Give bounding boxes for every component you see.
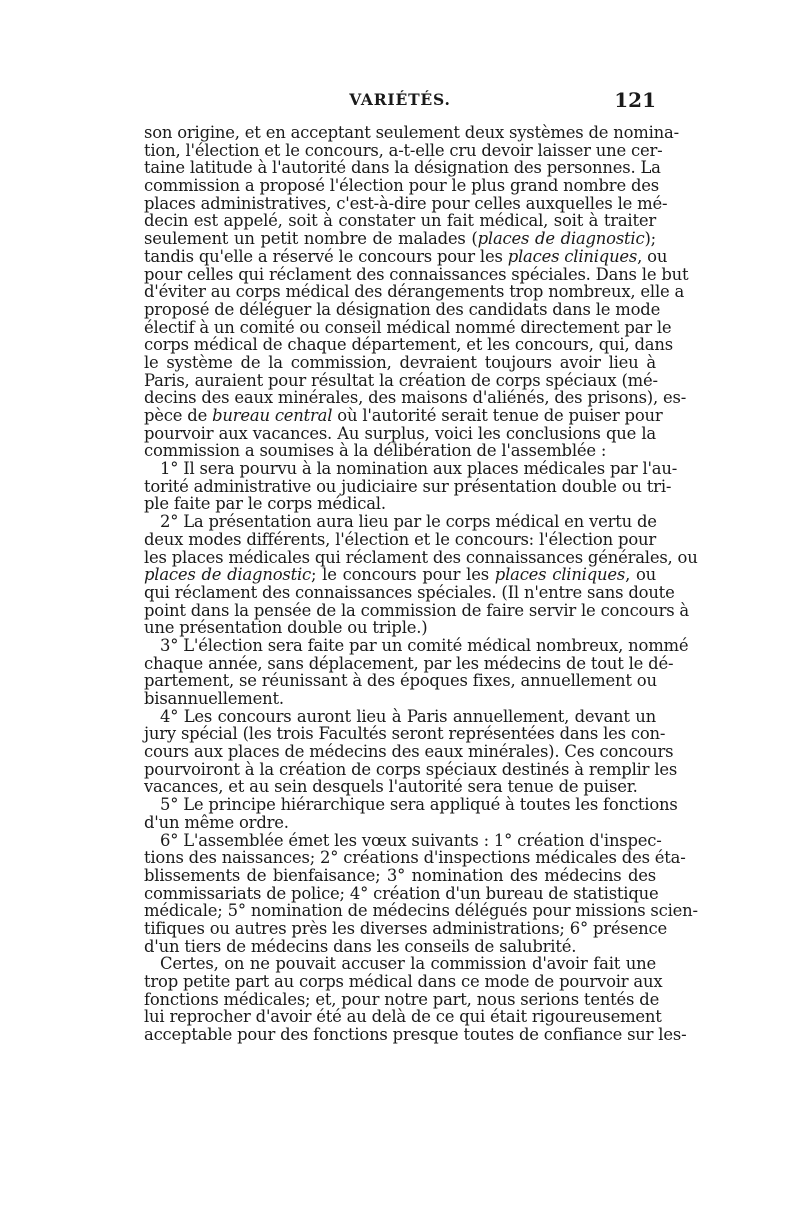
- text-line: 5° Le principe hiérarchique sera appliqué à toutes les fonctions: [160, 795, 678, 815]
- body-text: [144, 123, 698, 1045]
- text-line: 3° L'élection sera faite par un comité médical nombreux, nommé: [160, 635, 689, 655]
- text-line: d'un tiers de médecins dans les conseils de salubrité.: [144, 936, 577, 956]
- text-line: places administratives, c'est-à-dire pour celles auxquelles le mé-: [144, 193, 668, 213]
- text-line: 1° Il sera pourvu à la nomination aux places médicales par l'au-: [160, 459, 678, 479]
- text-line: trop petite part au corps médical dans ce mode de pourvoir aux: [144, 972, 663, 991]
- text-line: une présentation double ou triple.): [144, 618, 428, 638]
- text-line: les places médicales qui réclament des connaissances générales, ou: [144, 547, 698, 567]
- text-line: 6° L'assemblée émet les vœux suivants : 1° création d'inspec-: [160, 830, 662, 850]
- text-line: tions des naissances; 2° créations d'inspections médicales des éta-: [144, 848, 686, 868]
- text-line: Paris, auraient pour résultat la création de corps spéciaux (mé-: [144, 370, 658, 390]
- text-line: d'éviter au corps médical des dérangements trop nombreux, elle a: [144, 282, 685, 302]
- text-line: places de diagnostic; le concours pour les places cliniques, ou: [144, 565, 656, 585]
- text-line: blissements de bienfaisance; 3° nomination des médecins des: [144, 865, 656, 885]
- text-line: commission a soumises à la délibération de l'assemblée :: [144, 441, 607, 461]
- text-line: 4° Les concours auront lieu à Paris annuellement, devant un: [160, 706, 656, 726]
- text-line: tion, l'élection et le concours, a-t-elle cru devoir laisser une cer-: [144, 140, 663, 160]
- text-line: tandis qu'elle a réservé le concours pour les places cliniques, ou: [144, 246, 668, 266]
- text-line: proposé de déléguer la désignation des candidats dans le mode: [144, 299, 661, 319]
- text-line: corps médical de chaque département, et les concours, qui, dans: [144, 335, 673, 355]
- text-line: tifiques ou autres près les diverses administrations; 6° présence: [144, 918, 667, 938]
- text-line: pourvoiront à la création de corps spéciaux destinés à remplir les: [144, 759, 678, 779]
- text-line: bisannuellement.: [144, 689, 284, 708]
- text-line: decins des eaux minérales, des maisons d'aliénés, des prisons), es-: [144, 388, 687, 408]
- text-line: partement, se réunissant à des époques fixes, annuellement ou: [144, 671, 657, 691]
- running-head: [144, 88, 656, 114]
- text-line: acceptable pour des fonctions presque toutes de confiance sur les-: [144, 1025, 687, 1045]
- text-line: jury spécial (les trois Facultés seront représentées dans les con-: [144, 724, 666, 744]
- text-line: électif à un comité ou conseil médical nommé directement par le: [144, 317, 672, 337]
- text-line: le système de la commission, devraient toujours avoir lieu à: [144, 352, 656, 372]
- text-line: fonctions médicales; et, pour notre part, nous serions tentés de: [144, 989, 660, 1009]
- text-line: seulement un petit nombre de malades (places de diagnostic);: [144, 229, 656, 249]
- text-line: cours aux places de médecins des eaux minérales). Ces concours: [144, 742, 674, 762]
- text-line: pourvoir aux vacances. Au surplus, voici les conclusions que la: [144, 423, 656, 443]
- text-line: point dans la pensée de la commission de faire servir le concours à: [144, 600, 690, 620]
- text-line: torité administrative ou judiciaire sur présentation double ou tri-: [144, 476, 672, 496]
- text-line: qui réclament des connaissances spéciales. (Il n'entre sans doute: [144, 582, 675, 602]
- text-line: pour celles qui réclament des connaissances spéciales. Dans le but: [144, 264, 689, 284]
- text-line: decin est appelé, soit à constater un fait médical, soit à traiter: [144, 211, 656, 231]
- text-line: deux modes différents, l'élection et le concours: l'élection pour: [144, 529, 656, 549]
- text-line: taine latitude à l'autorité dans la désignation des personnes. La: [144, 158, 661, 178]
- text-line: son origine, et en acceptant seulement deux systèmes de nomina-: [144, 123, 679, 142]
- text-line: commission a proposé l'élection pour le plus grand nombre des: [144, 176, 659, 196]
- text-line: Certes, on ne pouvait accuser la commission d'avoir fait une: [160, 954, 656, 974]
- running-head-title: VARIÉTÉS.: [349, 90, 451, 109]
- text-line: 2° La présentation aura lieu par le corps médical en vertu de: [160, 512, 657, 532]
- text-line: vacances, et au sein desquels l'autorité sera tenue de puiser.: [144, 777, 638, 797]
- page-number: 121: [614, 88, 656, 112]
- text-line: chaque année, sans déplacement, par les médecins de tout le dé-: [144, 653, 674, 673]
- text-line: d'un même ordre.: [144, 812, 289, 832]
- text-line: lui reprocher d'avoir été au delà de ce qui était rigoureusement: [144, 1007, 662, 1027]
- text-line: commissariats de police; 4° création d'un bureau de statistique: [144, 883, 659, 903]
- text-line: pèce de bureau central où l'autorité serait tenue de puiser pour: [144, 406, 663, 425]
- text-line: ple faite par le corps médical.: [144, 494, 386, 514]
- text-line: médicale; 5° nomination de médecins délégués pour missions scien-: [144, 901, 698, 921]
